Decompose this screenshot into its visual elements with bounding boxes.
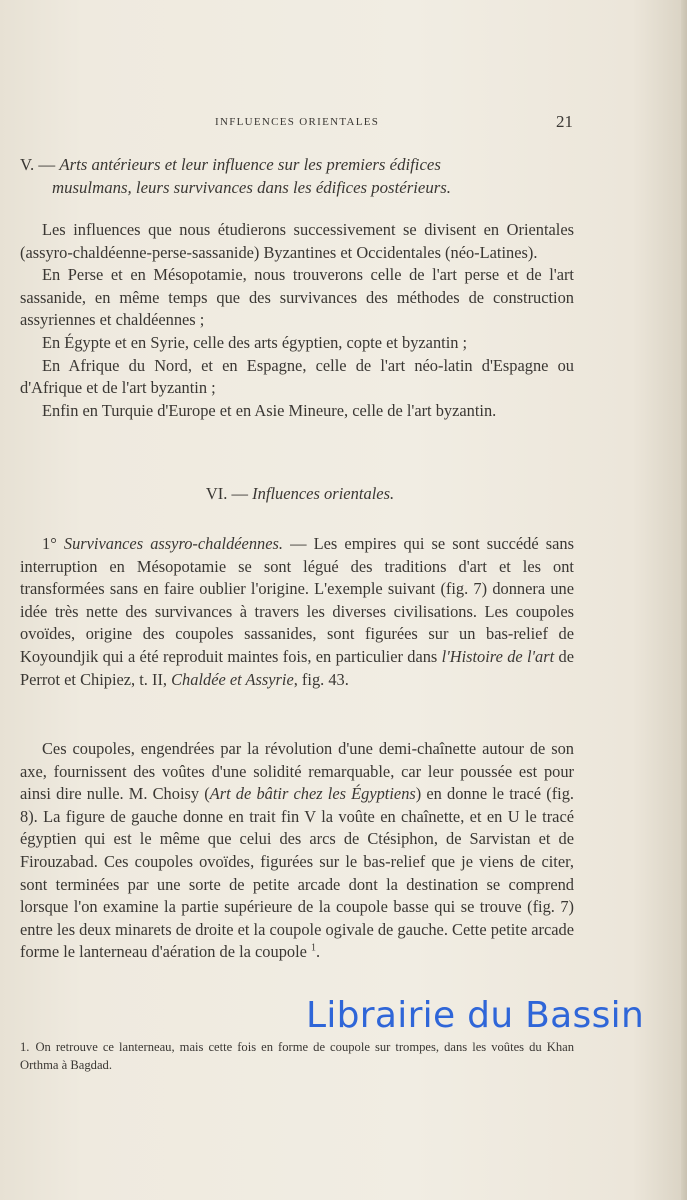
- section-v-number: V. —: [20, 155, 56, 174]
- section-vi-title: Influences orientales.: [252, 484, 395, 503]
- section-vi-heading: [0, 484, 600, 504]
- intro-paragraph: Les influences que nous étudierons successivement se divisent en Orientales (assyro-chaldéenne-perse-sassanide) Byzantines et Occidentales (néo-Latines).: [20, 220, 574, 262]
- survivances-paragraph: [20, 533, 574, 691]
- survivances-text-b: de Perrot et Chipiez, t. II,: [20, 646, 575, 689]
- coupoles-text-b: ) en donne le tracé (fig. 8). La figure de gauche donne en trait fin V la voûte en chaînette, et en U le tracé égyptien qui est le même que celui des arcs de Ctésiphon, de Sarvistan et de Firouzabad. Ces coupoles ovoïdes, figurées sur le bas-relief que je viens de citer, sont terminées par une sorte de petite arcade dont la destination se comprend lorsque l'on examine la partie supérieure de la coupole basse qui se trouve (fig. 7) entre les deux minarets de droite et la coupole ogivale de gauche. Cette petite arcade forme le lanterneau d'aération de la coupole: [20, 784, 575, 962]
- section-vi-number: VI. —: [205, 484, 248, 503]
- section-v-title-line1: Arts antérieurs et leur influence sur les premiers édifices: [59, 155, 441, 174]
- running-head: INFLUENCES ORIENTALES: [215, 116, 380, 128]
- coupoles-text-c: .: [316, 942, 321, 962]
- section-v-title-line2: musulmans, leurs survivances dans les édifices postérieurs.: [52, 178, 451, 197]
- survivances-text-a: — Les empires qui se sont succédé sans interruption en Mésopotamie se sont légué des traditions d'art et les ont transformées sans en faire oublier l'origine. L'exemple suivant (fig. 7) donnera une idée très nette des survivances à travers les diverses civilisations. Les coupoles ovoïdes, origine des coupoles sassanides, sont figurées sur un bas-relief de Koyoundjik qui a été reproduit maintes fois, en particulier dans: [20, 534, 574, 666]
- survivances-ref-2: Chaldée et Assyrie: [171, 669, 294, 689]
- footnote-number: 1.: [20, 1040, 30, 1054]
- survivances-text-c: , fig. 43.: [293, 669, 349, 689]
- coupoles-ref: Art de bâtir chez les Égyptiens: [209, 784, 416, 804]
- survivances-ref-1: l'Histoire de l'art: [441, 646, 555, 666]
- section-v-heading: [20, 153, 574, 199]
- page-number: 21: [556, 112, 573, 131]
- footnote: [20, 1038, 574, 1074]
- watermark: Librairie du Bassin: [306, 995, 645, 1036]
- footnote-mark: 1: [311, 942, 317, 954]
- survivances-lead: 1°: [42, 534, 57, 553]
- survivances-heading: Survivances assyro-chaldéennes.: [63, 534, 283, 553]
- footnote-text: On retrouve ce lanterneau, mais cette fois en forme de coupole sur trompes, dans les voûtes du Khan Orthma à Bagdad.: [20, 1040, 574, 1072]
- coupoles-paragraph: [20, 738, 574, 964]
- coupoles-text-a: Ces coupoles, engendrées par la révolution d'une demi-chaînette autour de son axe, fournissent des voûtes d'une solidité remarquable, car leur poussée est pour ainsi dire nulle. M. Choisy (: [20, 739, 574, 804]
- intro-paragraph: Enfin en Turquie d'Europe et en Asie Mineure, celle de l'art byzantin.: [42, 400, 497, 420]
- intro-paragraph: En Perse et en Mésopotamie, nous trouverons celle de l'art perse et de l'art sassanide, en même temps que des survivances des méthodes de construction assyriennes et chaldéennes ;: [20, 265, 574, 330]
- intro-paragraph: En Afrique du Nord, et en Espagne, celle de l'art néo-latin d'Espagne ou d'Afrique et de l'art byzantin ;: [20, 355, 574, 398]
- intro-paragraphs: [20, 219, 574, 422]
- page-header: [0, 112, 687, 136]
- page-edge: [681, 0, 687, 1200]
- intro-paragraph: En Égypte et en Syrie, celle des arts égyptien, copte et byzantin ;: [42, 332, 468, 352]
